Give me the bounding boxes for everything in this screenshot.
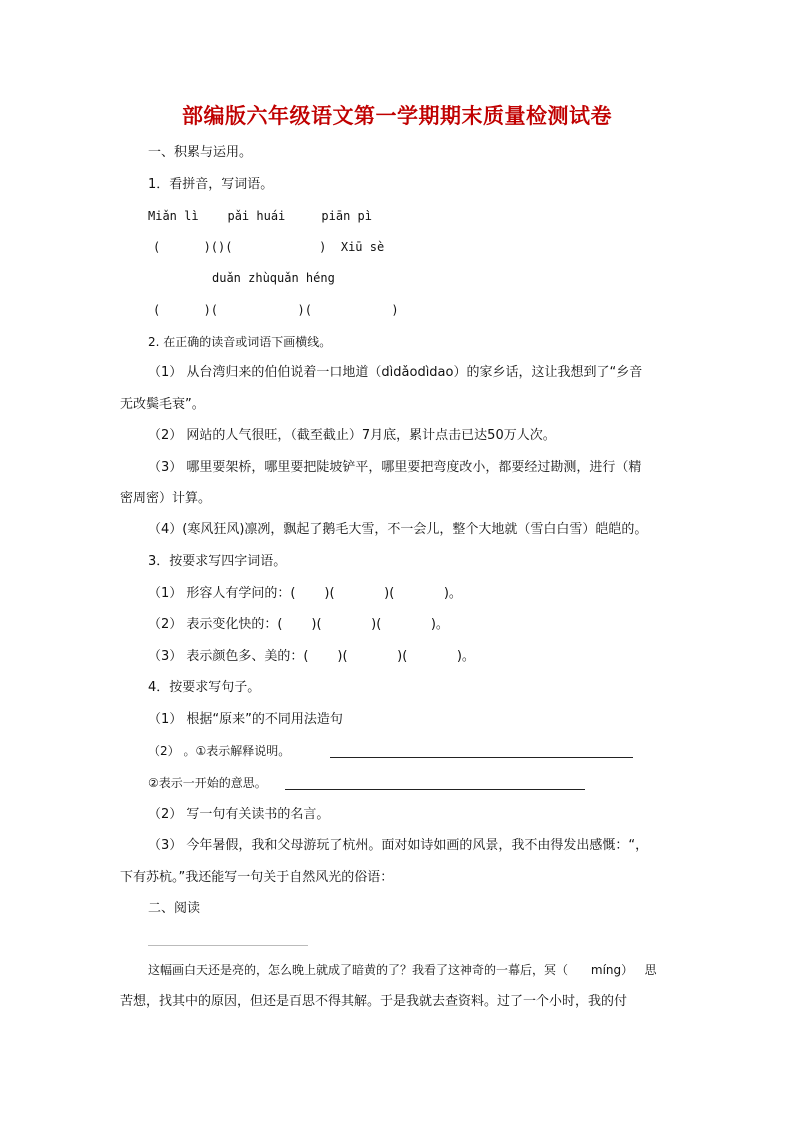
reading-paragraph-cont: 苦想，找其中的原因，但还是百思不得其解。于是我就去查资料。过了一个小时，我的付 [120, 994, 628, 1009]
q2-item1-cont: 无改鬓毛衰”。 [120, 397, 205, 412]
q4-item4-cont: 下有苏杭。”我还能写一句关于自然风光的俗语： [120, 870, 394, 885]
q3-item3: （3） 表示颜色多、美的：( )( )( )。 [148, 649, 475, 664]
q1-blanks-row2: ( )( )( ) [153, 303, 399, 317]
q2-item3-cont: 密周密）计算。 [120, 491, 212, 506]
q1-pinyin-row2: duǎn zhùquǎn héng [212, 271, 335, 285]
q1-pinyin-row1: Miǎn lì pǎi huái piān pì [148, 209, 372, 223]
q3-item1: （1） 形容人有学问的：( )( )( )。 [148, 586, 462, 601]
section2-heading: 二、阅读 [148, 901, 201, 916]
q2-item4: （4）(寒风狂风)凛冽，飘起了鹅毛大雪，不一会儿，整个大地就（雪白白雪）皑皑的。 [148, 522, 648, 537]
reading-paragraph: 这幅画白天还是亮的，怎么晚上就成了暗黄的了？我看了这神奇的一幕后，冥（ míng） 思 [148, 963, 657, 977]
q4-item3: （2） 写一句有关读书的名言。 [148, 807, 330, 822]
q2-item1: （1） 从台湾归来的伯伯说着一口地道（dìdǎodìdao）的家乡话，这让我想到了“乡音 [148, 365, 643, 380]
q3-item2: （2） 表示变化快的：( )( )( )。 [148, 617, 449, 632]
q4-item1: （1） 根据“原来”的不同用法造句 [148, 712, 343, 727]
section1-heading: 一、积累与运用。 [148, 145, 253, 160]
q4-item4: （3） 今年暑假，我和父母游玩了杭州。面对如诗如画的风景，我不由得发出感慨：“， [148, 838, 649, 853]
separator-line [148, 945, 308, 946]
answer-line[interactable] [285, 789, 585, 790]
page-title: 部编版六年级语文第一学期期末质量检测试卷 [182, 104, 612, 128]
q3-label: 3．按要求写四字词语。 [148, 554, 287, 569]
q1-label: 1．看拼音，写词语。 [148, 177, 274, 192]
q4-item2b: ②表示一开始的意思。 [148, 776, 267, 790]
q4-label: 4．按要求写句子。 [148, 680, 261, 695]
q1-blanks-row1: ( )()( ) Xiū sè [153, 240, 385, 254]
answer-line[interactable] [330, 757, 633, 758]
q2-item2: （2） 网站的人气很旺，（截至截止）7月底，累计点击已达50万人次。 [148, 428, 556, 443]
q2-item3: （3） 哪里要架桥，哪里要把陡坡铲平，哪里要把弯度改小，都要经过勘测，进行（精 [148, 460, 642, 475]
q2-label: 2. 在正确的读音或词语下画横线。 [148, 335, 332, 349]
q4-item2a: （2） 。①表示解释说明。 [148, 744, 291, 758]
